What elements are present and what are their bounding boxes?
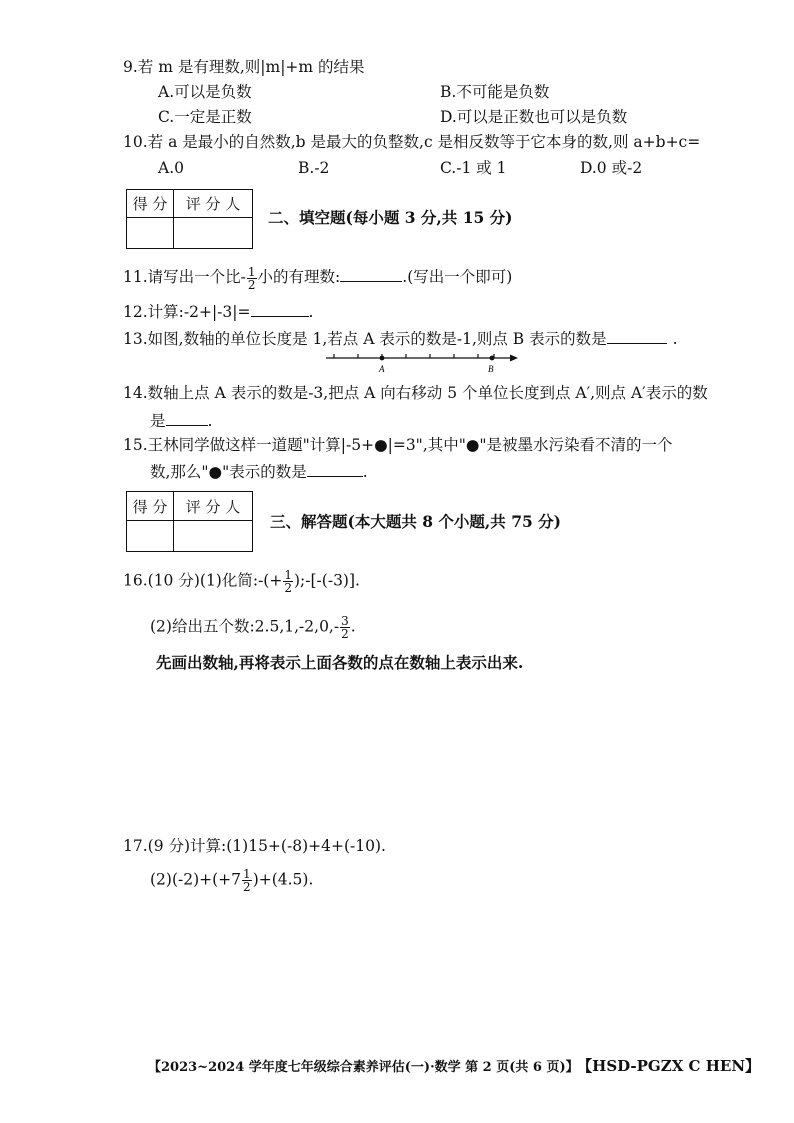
q16-part-1-prefix: 16.(10 分)(1)化简:-(+ <box>123 571 283 590</box>
q13 <box>123 327 678 350</box>
footer-text: 【2023~2024 学年度七年级综合素养评估(一)·数学 第 2 页(共 6 页)】 <box>148 1060 579 1075</box>
q16-part-2-denominator: 2 <box>341 627 349 641</box>
section-3-title: 三、解答题(本大题共 8 个小题,共 75 分) <box>270 512 562 531</box>
q15-line-2-text: 数,那么"●"表示的数是 <box>150 463 307 481</box>
q15-answer-blank[interactable] <box>307 460 363 477</box>
q10-option-d: D.0 或-2 <box>580 159 643 177</box>
q11-fraction-numerator: 1 <box>247 264 256 279</box>
q16-part-1-suffix: );-[-(-3)]. <box>294 571 360 590</box>
q17-part-2-fraction <box>242 868 252 893</box>
page-footer <box>148 1055 760 1076</box>
q16-part-1-fraction <box>283 569 293 594</box>
q16-part-2-prefix: (2)给出五个数:2.5,1,-2,0,- <box>150 617 340 636</box>
q14-line-2 <box>150 409 212 432</box>
grader-cell-2[interactable] <box>174 521 253 552</box>
q16-part-1-denominator: 2 <box>284 581 292 595</box>
q16-part-1 <box>123 569 360 594</box>
q14-end: . <box>207 412 213 430</box>
score-cell-2[interactable] <box>127 521 174 552</box>
q17-part-2-numerator: 1 <box>243 867 251 881</box>
point-a-dot <box>380 356 385 361</box>
score-header: 得 分 <box>127 190 174 218</box>
score-header-2: 得 分 <box>127 492 174 521</box>
q16-instruction: 先画出数轴,再将表示上面各数的点在数轴上表示出来. <box>156 653 524 672</box>
q10-option-b: B.-2 <box>298 159 330 177</box>
grader-header: 评 分 人 <box>174 190 253 218</box>
grader-cell[interactable] <box>174 218 253 249</box>
q15-end: . <box>362 463 368 481</box>
q17-part-2 <box>150 868 313 893</box>
q16-part-2-suffix: . <box>350 617 356 636</box>
q10-option-c: C.-1 或 1 <box>440 159 507 177</box>
q15-line-2 <box>150 460 368 483</box>
q9-option-c: C.一定是正数 <box>158 108 252 126</box>
q14-answer-blank[interactable] <box>166 409 208 426</box>
section-2-title: 二、填空题(每小题 3 分,共 15 分) <box>268 208 513 227</box>
q11-suffix: .(写出一个即可) <box>402 268 513 286</box>
q9-option-d: D.可以是正数也可以是负数 <box>440 108 628 126</box>
q11-prefix: 11.请写出一个比- <box>123 268 246 286</box>
footer-code: 【HSD-PGZX C HEN】 <box>584 1057 761 1075</box>
q12 <box>123 300 313 323</box>
q16-part-2 <box>150 615 356 640</box>
q17-part-2-denominator: 2 <box>243 880 251 894</box>
score-box <box>126 189 253 249</box>
q16-part-2-numerator: 3 <box>341 614 349 628</box>
point-b-label: B <box>488 364 494 374</box>
q13-answer-blank[interactable] <box>607 327 667 344</box>
q12-answer-blank[interactable] <box>251 300 309 317</box>
q17-part-1: 17.(9 分)计算:(1)15+(-8)+4+(-10). <box>123 837 386 855</box>
q10-stem: 10.若 a 是最小的自然数,b 是最大的负整数,c 是相反数等于它本身的数,则 a+b+c= <box>123 133 701 151</box>
q16-part-2-fraction <box>340 615 350 640</box>
q13-text: 13.如图,数轴的单位长度是 1,若点 A 表示的数是-1,则点 B 表示的数是 <box>123 330 607 348</box>
score-box-2 <box>126 491 253 552</box>
number-line-figure <box>326 352 520 378</box>
point-a-label: A <box>379 364 385 374</box>
q13-end: . <box>672 330 678 348</box>
q9-option-b: B.不可能是负数 <box>440 83 550 101</box>
q11-answer-blank[interactable] <box>340 265 402 282</box>
q11 <box>123 265 512 291</box>
number-line-arrow <box>510 355 518 362</box>
q14-line-1: 14.数轴上点 A 表示的数是-3,把点 A 向右移动 5 个单位长度到点 A′,则点 A′表示的数 <box>123 384 708 402</box>
q17-part-2-suffix: )+(4.5). <box>252 870 314 889</box>
q11-fraction-denominator: 2 <box>247 277 256 292</box>
q12-end: . <box>308 303 314 321</box>
q11-fraction <box>247 266 257 291</box>
q12-text: 12.计算:-2+|-3|= <box>123 303 251 321</box>
q11-middle: 小的有理数: <box>257 268 341 286</box>
grader-header-2: 评 分 人 <box>174 492 253 521</box>
q15-line-1: 15.王林同学做这样一道题"计算|-5+●|=3",其中"●"是被墨水污染看不清的一个 <box>123 436 673 454</box>
q17-part-2-prefix: (2)(-2)+(+7 <box>150 870 242 889</box>
score-cell[interactable] <box>127 218 174 249</box>
q9-option-a: A.可以是负数 <box>158 83 252 101</box>
q10-option-a: A.0 <box>158 159 184 177</box>
q9-stem: 9.若 m 是有理数,则|m|+m 的结果 <box>123 58 365 76</box>
point-b-dot <box>490 356 495 361</box>
q16-part-1-numerator: 1 <box>284 568 292 582</box>
q14-line-2-text: 是 <box>150 412 166 430</box>
